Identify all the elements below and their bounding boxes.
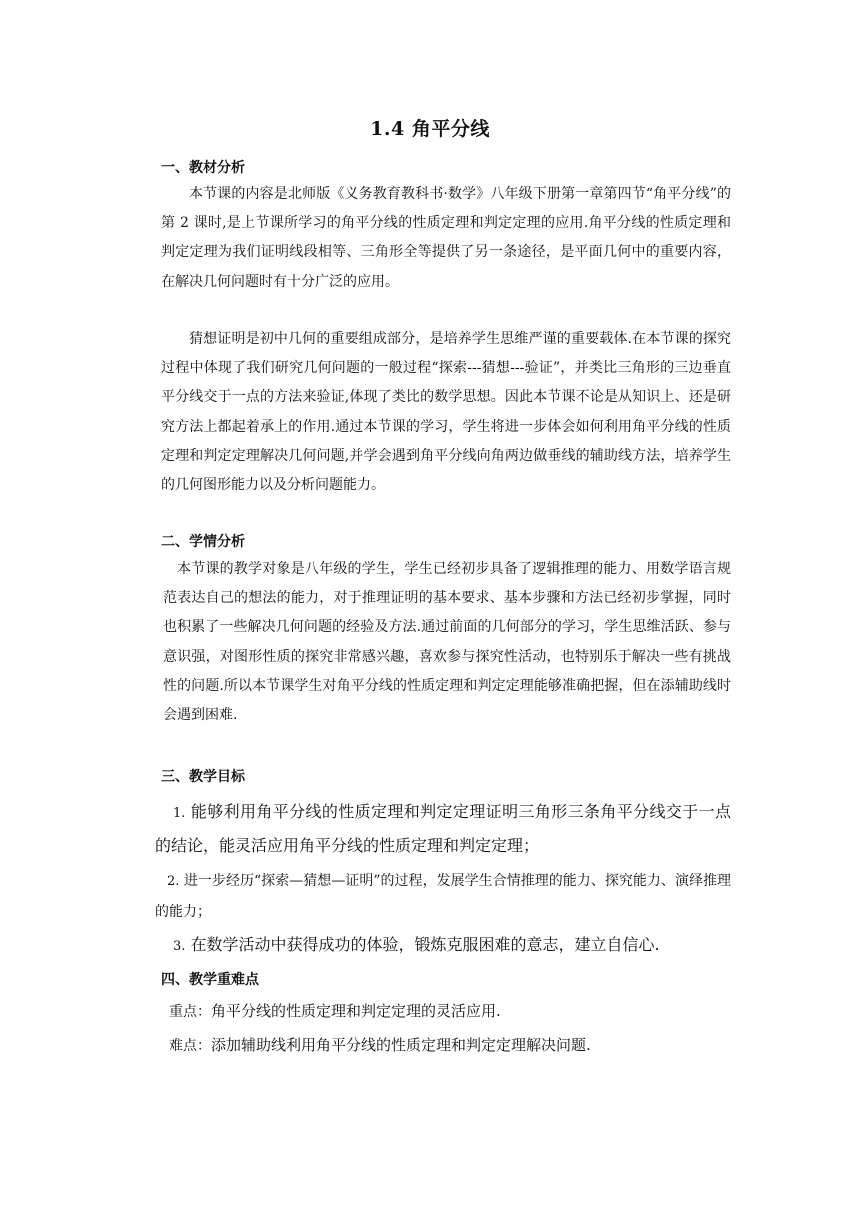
goal-item-2 (155, 866, 731, 928)
paragraph-textbook-analysis-1: 本节课的内容是北师版《义务教育教科书·数学》八年级下册第一章第四节“角平分线”的第 2 课时,是上节课所学习的角平分线的性质定理和判定定理的应用.角平分线的性质定理和判定定理为我们证明线段相等、三角形全等提供了另一条途径，是平面几何中的重要内容，在解决几何问题时有十分广泛的应用。 (161, 186, 731, 290)
key-point (169, 1000, 501, 1021)
section-heading-teaching-goals: 三、教学目标 (161, 769, 245, 785)
goal-number: 1. (173, 806, 186, 821)
key-point-text: 角平分线的性质定理和判定定理的灵活应用. (211, 1002, 501, 1020)
paragraph-textbook-analysis-2: 猜想证明是初中几何的重要组成部分，是培养学生思维严谨的重要载体.在本节课的探究过程中体现了我们研究几何问题的一般过程“探索---猜想---验证”，并类比三角形的三边垂直平分线交于一点的方法来验证,体现了类比的数学思想。因此本节课不论是从知识上、还是研究方法上都起着承上的作用.通过本节课的学习，学生将进一步体会如何利用角平分线的性质定理和判定定理解决几何问题,并学会遇到角平分线向角两边做垂线的辅助线方法，培养学生的几何图形能力以及分析问题能力。 (161, 331, 731, 494)
paragraph-student-analysis: 本节课的教学对象是八年级的学生，学生已经初步具备了逻辑推理的能力、用数学语言规范表达自己的想法的能力，对于推理证明的基本要求、基本步骤和方法已经初步掌握，同时也积累了一些解决几何问题的经验及方法.通过前面的几何部分的学习，学生思维活跃、参与意识强，对图形性质的探究非常感兴趣，喜欢参与探究性活动，也特别乐于解决一些有挑战性的问题.所以本节课学生对角平分线的性质定理和判定定理能够准确把握，但在添辅助线时会遇到困难. (163, 561, 731, 724)
section-heading-key-difficult-points: 四、教学重难点 (161, 972, 259, 988)
goal-number: 3. (173, 939, 186, 954)
page-title: 1.4 角平分线 (370, 118, 490, 140)
goal-text: 在数学活动中获得成功的体验，锻炼克服困难的意志，建立自信心. (190, 935, 660, 954)
difficult-point-label: 难点： (169, 1038, 211, 1054)
key-point-label: 重点： (169, 1004, 211, 1020)
goal-item-1 (155, 796, 731, 862)
section-heading-student-analysis: 二、学情分析 (161, 534, 245, 550)
goal-text: 进一步经历“探索—猜想—证明”的过程，发展学生合情推理的能力、探究能力、演绎推理的能力； (155, 873, 732, 920)
goal-item-3 (155, 930, 731, 962)
section-heading-textbook-analysis: 一、教材分析 (161, 160, 245, 176)
goal-text: 能够利用角平分线的性质定理和判定定理证明三角形三条角平分线交于一点的结论，能灵活应用角平分线的性质定理和判定定理； (155, 802, 731, 855)
difficult-point (169, 1034, 591, 1055)
difficult-point-text: 添加辅助线利用角平分线的性质定理和判定定理解决问题. (211, 1036, 591, 1054)
goal-number: 2. (167, 874, 180, 889)
